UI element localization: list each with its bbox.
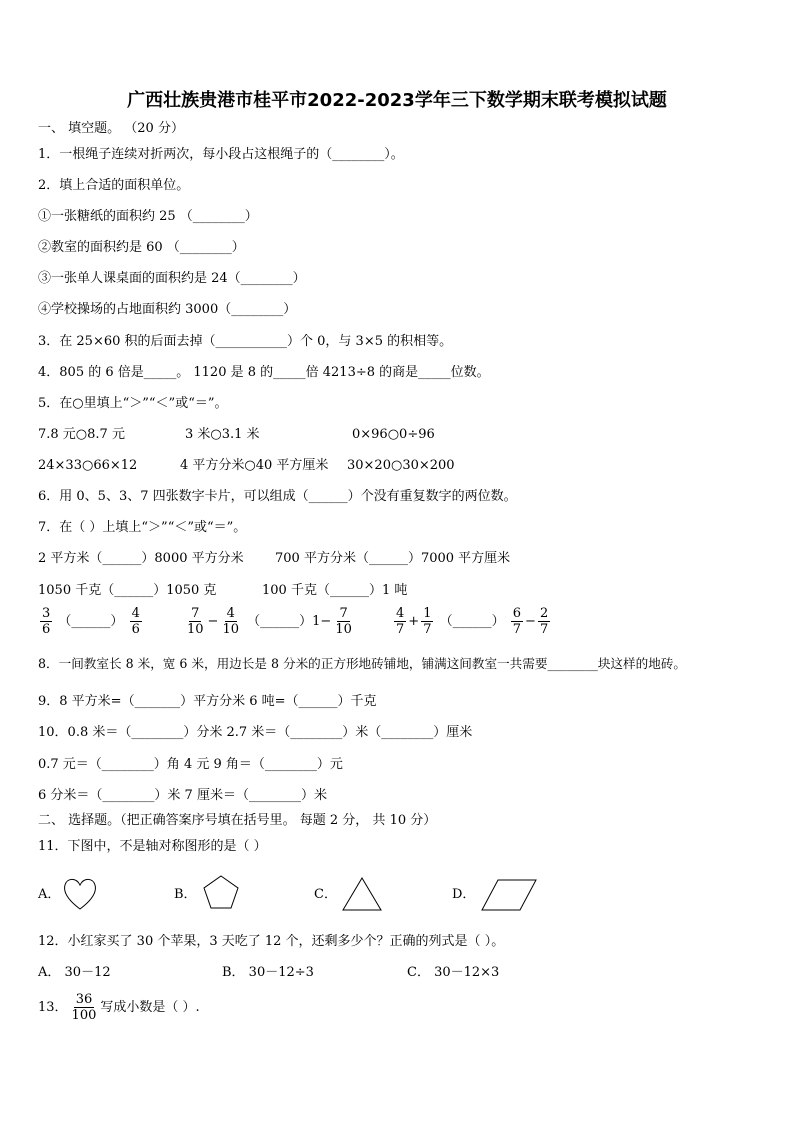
triangle-icon [341,876,383,912]
fraction: $\frac{7}{10}$ [187,606,204,637]
question-4: 4．805 的 6 倍是_____。 1120 是 8 的_____倍 4213÷8 的商是_____位数。 [38,365,490,380]
q12-option-b: B． 30－12÷3 [222,965,314,980]
q11-option-b-label: B． [174,887,197,902]
fraction: $\frac{3}{6}$ [42,606,51,637]
fraction: $\frac{4}{7}$ [396,606,405,637]
q5-row1-a: 7.8 元○8.7 元 [38,427,125,442]
fraction: $\frac{4}{10}$ [222,606,239,637]
fraction: $\frac{7}{10}$ [335,606,352,637]
q7-fraction-row-c: $\frac{4}{7}$ + $\frac{1}{7}$ （______） $\frac{6}{7}$ − $\frac{2}{7}$ [396,606,549,637]
fraction: $\frac{1}{7}$ [423,606,432,637]
q11-option-a-label: A． [38,887,61,902]
question-8: 8．一间教室长 8 米，宽 6 米，用边长是 8 分米的正方形地砖铺地，铺满这间教室一共需要________块这样的地砖。 [38,656,686,671]
question-3: 3．在 25×60 积的后面去掉（___________）个 0，与 3×5 的积相等。 [38,334,453,349]
pentagon-icon [202,874,240,910]
q7-row1-a: 2 平方米（______）8000 平方分米 [38,551,244,566]
q5-row2-c: 30×20○30×200 [347,458,455,473]
section-2-heading: 二、 选择题。（把正确答案序号填在括号里。 每题 2 分， 共 10 分） [38,813,437,828]
question-11: 11．下图中，不是轴对称图形的是（ ） [38,839,267,854]
q12-option-c: C． 30－12×3 [407,965,500,980]
q5-row1-c: 0×96○0÷96 [352,427,435,442]
question-1: 1．一根绳子连续对折两次，每小段占这根绳子的（________）。 [38,147,404,162]
question-5: 5．在○里填上“＞”“＜”或“＝”。 [38,396,228,411]
question-12: 12．小红家买了 30 个苹果，3 天吃了 12 个，还剩多少个？正确的列式是（ ）。 [38,934,505,949]
q7-row1-b: 700 平方分米（______）7000 平方厘米 [275,551,511,566]
q7-fraction-row-a: $\frac{3}{6}$ （______） $\frac{4}{6}$ [42,606,140,637]
section-1-heading: 一、 填空题。 （20 分） [38,121,184,136]
fraction: $\frac{6}{7}$ [512,606,522,637]
question-2: 2．填上合适的面积单位。 [38,178,190,193]
q7-row2-a: 1050 千克（______）1050 克 [38,583,217,598]
q5-row2-b: 4 平方分米○40 平方厘米 [180,458,329,473]
parallelogram-icon [480,878,538,912]
q12-option-a: A． 30－12 [38,965,111,980]
q7-fraction-row-b: $\frac{7}{10}$ − $\frac{4}{10}$ （______）1− $\frac{7}{10}$ [187,606,352,637]
q5-row1-b: 3 米○3.1 米 [185,427,260,442]
question-13: 13． $\frac{36}{100}$ 写成小数是（ ）. [38,992,200,1023]
fraction: $\frac{2}{7}$ [539,606,549,637]
question-6: 6．用 0、5、3、7 四张数字卡片，可以组成（______）个没有重复数字的两位数。 [38,489,517,504]
question-2-item-4: ④学校操场的占地面积约 3000（________） [38,302,297,317]
q11-option-c-label: C． [314,887,337,902]
q11-option-d-label: D． [452,887,476,902]
question-10: 10．0.8 米＝（________）分米 2.7 米＝（________）米（________）厘米 [38,725,473,740]
fraction: $\frac{4}{6}$ [131,606,140,637]
page-title: 广西壮族贵港市桂平市2022-2023学年三下数学期末联考模拟试题 [127,90,667,111]
question-10-line-3: 6 分米＝（________）米 7 厘米＝（________）米 [38,788,327,803]
fraction: $\frac{36}{100}$ [71,992,97,1023]
question-2-item-1: ①一张糖纸的面积约 25 （________） [38,209,258,224]
heart-icon [62,876,98,912]
q5-row2-a: 24×33○66×12 [38,458,138,473]
question-9: 9．8 平方米=（_______）平方分米 6 吨=（______）千克 [38,694,377,709]
question-10-line-2: 0.7 元＝（________）角 4 元 9 角＝（________）元 [38,757,343,772]
q7-row2-b: 100 千克（______）1 吨 [262,583,408,598]
question-7: 7．在（ ）上填上“＞”“＜”或“＝”。 [38,520,247,535]
question-2-item-2: ②教室的面积约是 60 （________） [38,240,245,255]
question-2-item-3: ③一张单人课桌面的面积约是 24（________） [38,271,306,286]
